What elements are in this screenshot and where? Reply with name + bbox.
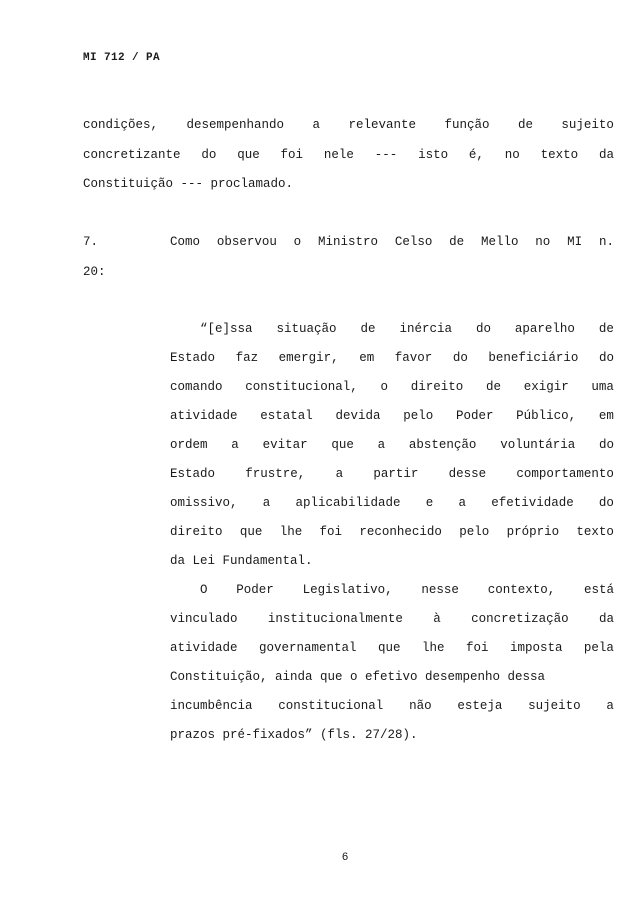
- word: nesse: [421, 583, 459, 597]
- word: de: [449, 235, 465, 249]
- word: não: [409, 699, 432, 713]
- word: frustre,: [245, 467, 306, 481]
- word: Estado: [170, 351, 216, 365]
- word: de: [485, 380, 501, 394]
- text-line: [83, 176, 614, 192]
- word: condições,: [83, 118, 159, 132]
- word: que: [239, 525, 263, 539]
- word: O: [200, 583, 208, 597]
- word: incumbência: [170, 699, 253, 713]
- word: foi: [280, 148, 304, 162]
- word: texto: [576, 525, 614, 539]
- word: relevante: [348, 118, 416, 132]
- text-line: 20:: [83, 265, 106, 279]
- word: da: [598, 612, 614, 626]
- word: Ministro: [317, 235, 378, 249]
- word: à: [433, 612, 441, 626]
- word: do: [598, 351, 614, 365]
- word: Mello: [480, 235, 519, 249]
- text-line: [83, 147, 614, 163]
- word: uma: [591, 380, 614, 394]
- word: direito: [410, 380, 464, 394]
- paragraph-number: 7.: [83, 235, 99, 249]
- word: a: [262, 496, 271, 510]
- word: isto: [418, 148, 449, 162]
- quote-line: [200, 321, 614, 337]
- word: direito: [170, 525, 223, 539]
- word: desse: [448, 467, 487, 481]
- word: o: [293, 235, 302, 249]
- word: contexto,: [487, 583, 556, 597]
- word: prazos pré-fixados” (fls. 27/28).: [170, 728, 418, 742]
- word: favor: [394, 351, 433, 365]
- word: sujeito: [561, 118, 614, 132]
- page-number: 6: [341, 852, 349, 864]
- quote-line: [170, 611, 614, 627]
- word: pelo: [459, 525, 490, 539]
- quote-line: [170, 466, 614, 482]
- word: beneficiário: [488, 351, 579, 365]
- word: emergir,: [278, 351, 339, 365]
- quote-line: [170, 495, 614, 511]
- word: sujeito: [528, 699, 581, 713]
- word: inércia: [399, 322, 452, 336]
- word: comportamento: [516, 467, 614, 481]
- text-line: [170, 234, 614, 250]
- word: foi: [319, 525, 343, 539]
- word: de: [517, 118, 533, 132]
- word: voluntária: [500, 438, 576, 452]
- word: Celso: [394, 235, 433, 249]
- word: estatal: [260, 409, 313, 423]
- word: próprio: [506, 525, 560, 539]
- word: a: [458, 496, 466, 510]
- word: que: [377, 641, 401, 655]
- word: do: [598, 438, 614, 452]
- word: ordem: [170, 438, 208, 452]
- word: do: [452, 351, 468, 365]
- word: exigir: [523, 380, 569, 394]
- word: Como: [170, 235, 201, 249]
- word: é,: [468, 148, 484, 162]
- word: efetividade: [491, 496, 574, 510]
- word: esteja: [457, 699, 503, 713]
- word: pelo: [403, 409, 434, 423]
- word: do: [475, 322, 491, 336]
- word: função: [444, 118, 490, 132]
- word: no: [504, 148, 520, 162]
- word: MI: [567, 235, 583, 249]
- word: está: [583, 583, 614, 597]
- word: Constituição, ainda que o efetivo desempenho dessa: [170, 670, 546, 684]
- word: desempenhando: [186, 118, 285, 132]
- word: omissivo,: [170, 496, 238, 510]
- word: governamental: [258, 641, 357, 655]
- word: que: [331, 438, 354, 452]
- word: concretizante: [83, 148, 181, 162]
- word: em: [598, 409, 614, 423]
- word: Legislativo,: [302, 583, 393, 597]
- word: reconhecido: [359, 525, 442, 539]
- word: lhe: [279, 525, 303, 539]
- word: aplicabilidade: [295, 496, 401, 510]
- quote-line: [170, 350, 614, 366]
- word: nele: [323, 148, 354, 162]
- word: devida: [335, 409, 381, 423]
- word: aparelho: [514, 322, 575, 336]
- word: Público,: [516, 409, 577, 423]
- word: da: [598, 148, 614, 162]
- word: Constituição --- proclamado.: [83, 177, 294, 191]
- word: comando: [170, 380, 223, 394]
- quote-line: [170, 727, 614, 743]
- word: o: [380, 380, 388, 394]
- word: observou: [216, 235, 277, 249]
- word: a: [312, 118, 320, 132]
- word: faz: [235, 351, 259, 365]
- word: constitucional: [278, 699, 384, 713]
- word: do: [201, 148, 217, 162]
- quote-line: [170, 437, 614, 453]
- text-line: [83, 117, 614, 133]
- word: abstenção: [408, 438, 477, 452]
- word: concretização: [471, 612, 569, 626]
- word: Poder: [236, 583, 274, 597]
- word: texto: [540, 148, 579, 162]
- word: Poder: [455, 409, 494, 423]
- quote-line: [170, 698, 614, 714]
- word: Estado: [170, 467, 216, 481]
- quote-line: [170, 640, 614, 656]
- word: e: [425, 496, 434, 510]
- quote-line: [170, 553, 614, 569]
- word: ---: [374, 148, 398, 162]
- word: a: [231, 438, 239, 452]
- word: lhe: [421, 641, 445, 655]
- word: atividade: [170, 641, 238, 655]
- word: “[e]ssa: [200, 322, 253, 336]
- word: atividade: [170, 409, 238, 423]
- word: vinculado: [170, 612, 238, 626]
- word: de: [598, 322, 614, 336]
- word: no: [535, 235, 551, 249]
- word: de: [360, 322, 376, 336]
- word: evitar: [262, 438, 308, 452]
- word: da Lei Fundamental.: [170, 554, 313, 568]
- word: partir: [373, 467, 419, 481]
- word: a: [606, 699, 614, 713]
- word: que: [237, 148, 260, 162]
- word: imposta: [509, 641, 563, 655]
- word: situação: [276, 322, 337, 336]
- quote-line: [170, 524, 614, 540]
- quote-line: [170, 379, 614, 395]
- word: a: [377, 438, 386, 452]
- quote-line: [170, 408, 614, 424]
- word: foi: [465, 641, 489, 655]
- quote-line: [170, 669, 614, 685]
- word: constitucional,: [245, 380, 358, 394]
- page-header: MI 712 / PA: [83, 52, 161, 64]
- word: em: [359, 351, 375, 365]
- word: a: [335, 467, 344, 481]
- word: pela: [583, 641, 614, 655]
- quote-line: [200, 582, 614, 598]
- word: do: [598, 496, 614, 510]
- word: n.: [598, 235, 614, 249]
- word: institucionalmente: [267, 612, 403, 626]
